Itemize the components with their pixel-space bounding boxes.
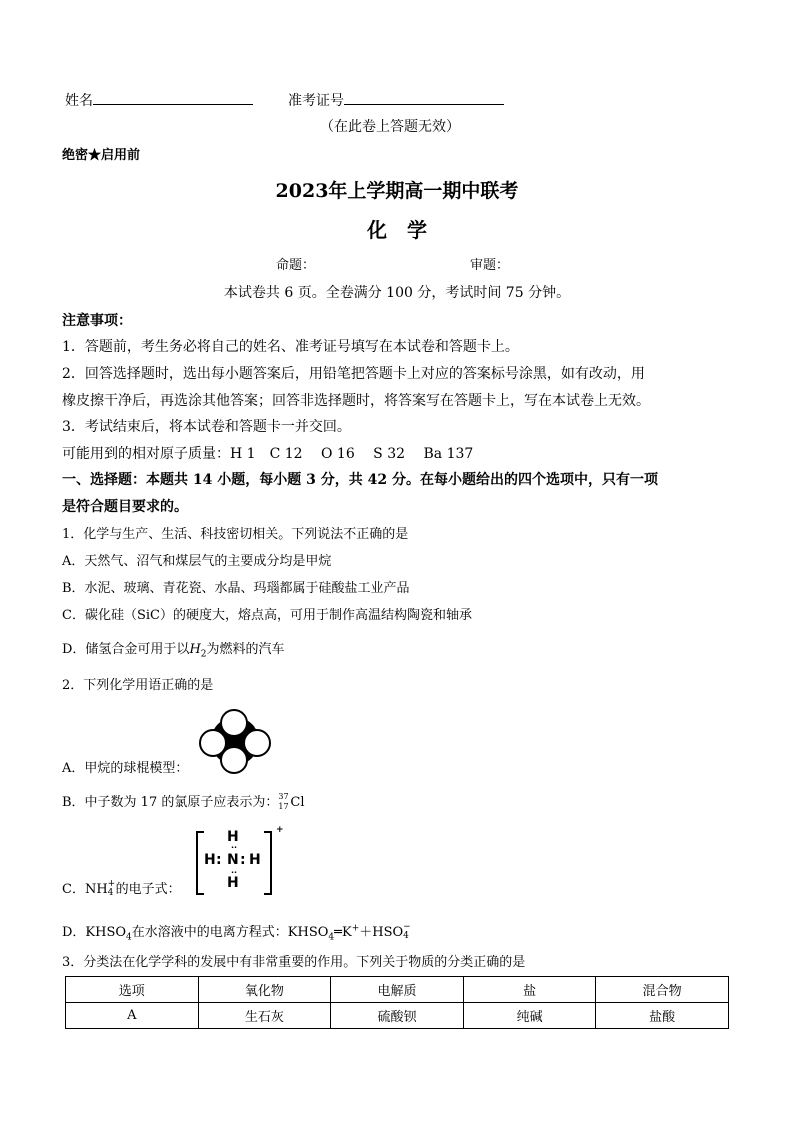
right-pair: :	[240, 852, 246, 868]
table-cell: 硫酸钡	[331, 1003, 464, 1029]
q2-option-c: C．NH + 4 的电子式：	[62, 879, 181, 898]
notice-item-2-line1: 2．回答选择题时，选出每小题答案后，用铅笔把答题卡上对应的答案标号涂黑，如有改动，用	[62, 366, 645, 382]
top-pair-dots: ··	[231, 843, 238, 852]
table-cell: 纯碱	[463, 1003, 596, 1029]
bottom-pair-dots: ··	[231, 868, 238, 877]
center-n: N	[227, 852, 239, 868]
exam-id-field-row	[288, 89, 504, 111]
secret-mark: 绝密★启用前	[62, 148, 141, 163]
left-pair: :	[216, 852, 222, 868]
section-heading-line1: 一、选择题：本题共 14 小题，每小题 3 分，共 42 分。在每小题给出的四个选项中，只有一项	[62, 472, 658, 488]
name-label: 姓名	[65, 93, 93, 109]
q1-option-c: C．碳化硅（SiC）的硬度大，熔点高，可用于制作高温结构陶瓷和轴承	[62, 608, 472, 623]
header-oxide: 氧化物	[198, 977, 331, 1003]
subject-title: 化 学	[367, 218, 427, 242]
name-blank[interactable]	[93, 89, 253, 105]
left-h: H	[204, 852, 216, 868]
exam-info: 本试卷共 6 页。全卷满分 100 分，考试时间 75 分钟。	[223, 285, 571, 301]
notice-item-3: 3．考试结束后，将本试卷和答题卡一并交回。	[62, 419, 351, 435]
invalid-note: （在此卷上答题无效）	[320, 119, 460, 135]
q3-stem: 3．分类法在化学学科的发展中有非常重要的作用。下列关于物质的分类正确的是	[62, 955, 526, 970]
section-heading-line2: 是符合题目要求的。	[62, 499, 188, 515]
top-h: H	[227, 829, 239, 845]
bottom-h: H	[227, 875, 239, 891]
methane-ball-model-image	[198, 706, 274, 776]
header-option: 选项	[66, 977, 199, 1003]
exam-id-label: 准考证号	[288, 93, 344, 109]
q2-option-a: A．甲烷的球棍模型：	[62, 761, 189, 776]
q2-option-d: D．$KHSO_4$在水溶液中的电离方程式：$KHSO_4═K^++HSO$ − 4	[62, 922, 411, 943]
header-mixture: 混合物	[596, 977, 729, 1003]
notice-heading: 注意事项：	[62, 313, 132, 329]
exam-id-blank[interactable]	[344, 89, 504, 105]
h2-formula: H	[189, 642, 201, 657]
table-cell: 生石灰	[198, 1003, 331, 1029]
q1-option-b: B．水泥、玻璃、青花瓷、水晶、玛瑙都属于硅酸盐工业产品	[62, 581, 410, 596]
classification-table	[65, 976, 729, 1029]
left-bracket	[196, 831, 204, 895]
charge-sign: +	[276, 825, 284, 835]
reviewer-label: 审题：	[470, 258, 510, 273]
proposer-label: 命题：	[276, 258, 316, 273]
right-bracket	[264, 831, 272, 895]
table-row	[66, 1003, 729, 1029]
table-cell: 盐酸	[596, 1003, 729, 1029]
atomic-masses: 可能用到的相对原子质量：H 1 C 12 O 16 S 32 Ba 137	[62, 446, 474, 462]
exam-title: 2023年上学期高一期中联考	[275, 180, 519, 202]
notice-item-2-line2: 橡皮擦干净后，再选涂其他答案；回答非选择题时，将答案写在答题卡上，写在本试卷上无效。	[62, 393, 650, 409]
name-field-row	[65, 89, 253, 111]
q1-option-a: A．天然气、沼气和煤层气的主要成分均是甲烷	[62, 554, 332, 569]
q2-option-b: B．中子数为 17 的氯原子应表示为： 37 17 Cl	[62, 792, 305, 811]
right-h: H	[249, 852, 261, 868]
nh4-ion-script: + 4	[107, 879, 116, 898]
hso4-ion-script: − 4	[403, 922, 411, 941]
ammonium-electron-formula	[194, 826, 284, 894]
q1-stem: 1．化学与生产、生活、科技密切相关。下列说法不正确的是	[62, 527, 409, 542]
header-salt: 盐	[463, 977, 596, 1003]
header-electrolyte: 电解质	[331, 977, 464, 1003]
nuclide-notation: 37 17	[278, 792, 289, 811]
table-header-row	[66, 977, 729, 1003]
table-cell: A	[66, 1003, 199, 1029]
q1-option-d: D．储氢合金可用于以$H_2$为燃料的汽车	[62, 642, 285, 660]
notice-item-1: 1．答题前，考生务必将自己的姓名、准考证号填写在本试卷和答题卡上。	[62, 339, 519, 355]
q2-stem: 2．下列化学用语正确的是	[62, 678, 214, 693]
